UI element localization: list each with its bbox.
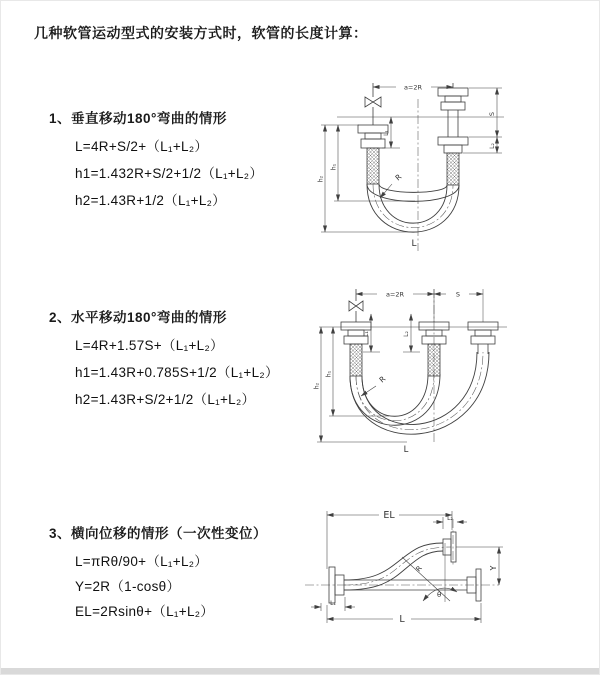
dim-label-l2: L₂ <box>489 143 496 149</box>
right-fitting <box>468 289 498 354</box>
formula-line: h1=1.432R+S/2+1/2（L₁+L₂） <box>75 166 264 181</box>
section-1-heading: 1、垂直移动180°弯曲的情形 <box>49 111 227 126</box>
dim-label-a2r: a=2R <box>403 83 423 92</box>
formula-line: h2=1.43R+S/2+1/2（L₁+L₂） <box>75 392 256 407</box>
formula-line: Y=2R（1-cosθ） <box>75 579 181 594</box>
angle-construction <box>402 543 457 602</box>
page-bottom-edge <box>1 668 599 674</box>
middle-fitting <box>419 289 449 344</box>
dim-label-r: R <box>414 564 424 574</box>
section-3-heading: 3、横向位移的情形（一次性变位） <box>49 526 268 541</box>
dim-label-h1: h₁ <box>325 370 333 378</box>
dim-label-l: L <box>399 614 405 625</box>
dim-label-h1: h₁ <box>330 163 338 171</box>
dimensions <box>317 294 483 442</box>
diagram-geometry <box>317 289 507 444</box>
formula-line: h1=1.43R+0.785S+1/2（L₁+L₂） <box>75 365 279 380</box>
formula-line: L=4R+1.57S+（L₁+L₂） <box>75 338 224 353</box>
hose-s-curve <box>344 543 451 590</box>
dim-label-l1: L₁ <box>383 130 390 136</box>
diagram-geometry <box>321 83 504 251</box>
dim-label-theta: θ <box>437 591 442 599</box>
hose-arcs <box>350 352 489 434</box>
diagram-vertical-u-bend <box>311 75 600 260</box>
dim-label-s: S <box>488 111 496 117</box>
dimensions <box>321 87 502 232</box>
valve-icon <box>365 83 381 125</box>
braided-hose-section <box>367 148 379 184</box>
diagram-lateral-displacement <box>299 499 599 644</box>
diagram-horizontal-u-bend <box>311 284 600 459</box>
formula-line: EL=2Rsinθ+（L₁+L₂） <box>75 604 215 619</box>
right-fitting <box>438 83 468 153</box>
braided-hose-section <box>428 344 440 376</box>
braided-hose-section <box>350 344 362 376</box>
dim-label-r: R <box>393 172 404 183</box>
dim-label-l2: L₂ <box>403 331 410 337</box>
formula-line: L=4R+S/2+（L₁+L₂） <box>75 139 209 154</box>
formula-line: h2=1.43R+1/2（L₁+L₂） <box>75 193 226 208</box>
section-2-heading: 2、水平移动180°弯曲的情形 <box>49 310 227 325</box>
dim-label-h2: h₂ <box>317 175 325 183</box>
dim-label-l: L <box>411 239 417 249</box>
dim-label-l: L <box>403 445 409 455</box>
dim-label-el: EL <box>383 510 395 521</box>
page-title: 几种软管运动型式的安装方式时，软管的长度计算： <box>34 25 368 41</box>
dim-label-s: S <box>455 290 461 299</box>
dim-label-l1: L₁ <box>330 600 336 607</box>
dim-label-l2: L₂ <box>447 515 453 522</box>
dim-label-a2r: a=2R <box>385 290 405 299</box>
displaced-flange <box>443 532 503 562</box>
dimensions <box>311 511 499 623</box>
hose-arcs <box>367 184 459 232</box>
dim-label-l1: L₁ <box>363 331 370 337</box>
formula-line: L=πRθ/90+（L₁+L₂） <box>75 554 209 569</box>
braided-hose-section <box>447 153 459 185</box>
dim-label-y: Y <box>489 565 498 571</box>
dim-label-h2: h₂ <box>313 382 321 390</box>
dim-label-r: R <box>377 374 388 385</box>
